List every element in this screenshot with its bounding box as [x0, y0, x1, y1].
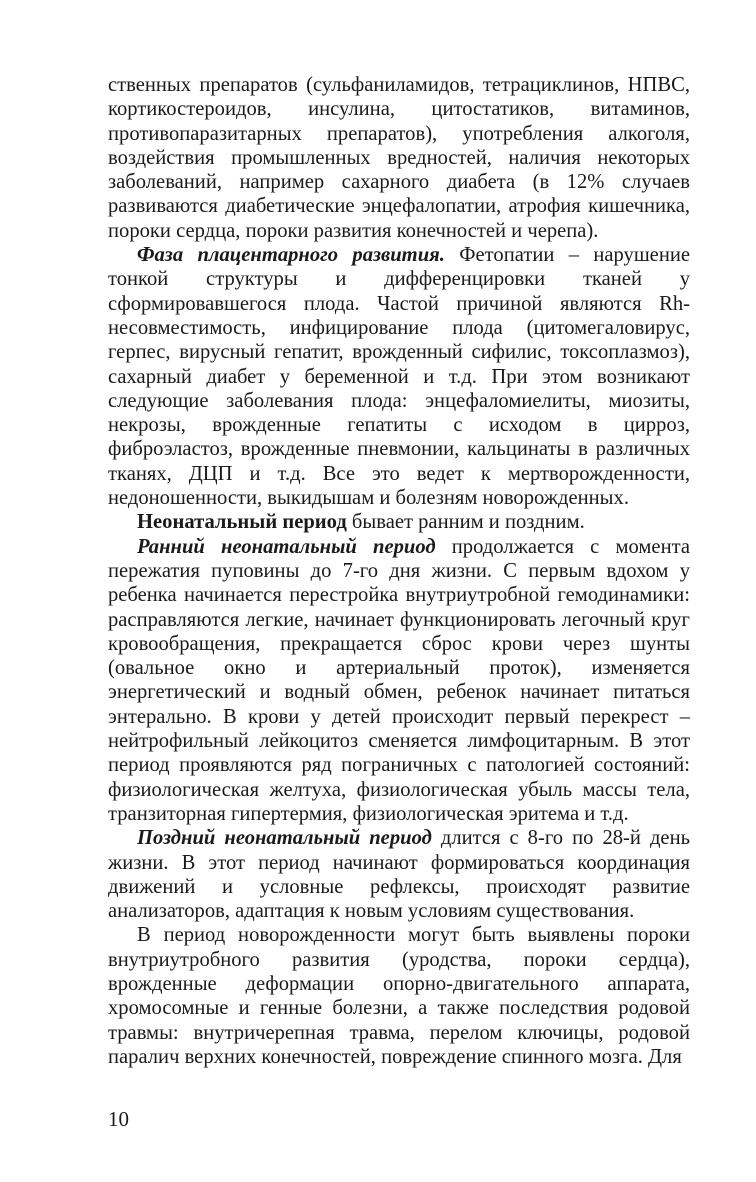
- paragraph-text: бывает ранним и поздним.: [346, 511, 585, 534]
- page-body: [108, 73, 690, 1069]
- paragraph-text: ственных препаратов (сульфаниламидов, тетрациклинов, НПВС, кортикостероидов, инсулина, цитостатиков, витаминов, противопаразитарных препаратов), употребления алкоголя, воздействия промышленных вредностей, наличия некоторых заболеваний, например сахарного диабета (в 12% случаев развиваются диабетические энцефалопатии, атрофия кишечника, пороки сердца, пороки развития конечностей и черепа).: [108, 74, 690, 242]
- paragraph-newborn-defects: [108, 923, 690, 1069]
- paragraph-text: продолжается с момента пережатия пуповины до 7-го дня жизни. С первым вдохом у ребенка начинается перестройка внутриутробной гемодинамики: расправляются легкие, начинает функционировать легочный круг кровообращения, прекращается сброс крови через шунты (овальное окно и артериальный проток), изменяется энергетический и водный обмен, ребенок начинает питаться энтерально. В крови у детей происходит первый перекрест – нейтрофильный лейкоцитоз сменяется лимфоцитарным. В этот период проявляются ряд пограничных с патологией состояний: физиологическая желтуха, физиологическая убыль массы тела, транзиторная гипертермия, физиологическая эритема и т.д.: [108, 535, 690, 825]
- paragraph-continuation: [108, 73, 690, 243]
- paragraph-text: Фетопатии – нарушение тонкой структуры и дифференцировки тканей у сформировавшегося плода. Частой причиной являются Rh-несовместимость, инфицирование плода (цитомегаловирус, герпес, вирусный гепатит, врожденный сифилис, токсоплазмоз), сахарный диабет у беременной и т.д. При этом возникают следующие заболевания плода: энцефаломиелиты, миозиты, некрозы, врожденные гепатиты с исходом в цирроз, фиброэластоз, врожденные пневмонии, кальцинаты в различных тканях, ДЦП и т.д. Все это ведет к мертворожденности, недоношенности, выкидышам и болезням новорожденных.: [108, 244, 691, 510]
- paragraph-lead: Поздний неонатальный период: [137, 827, 432, 850]
- page-number: 10: [108, 1107, 129, 1131]
- paragraph-lead: Неонатальный период: [137, 511, 347, 534]
- paragraph-placental-phase: [108, 243, 690, 510]
- paragraph-early-neonatal: [108, 535, 690, 827]
- paragraph-lead: Фаза плацентарного развития.: [137, 244, 445, 267]
- paragraph-neonatal-period: [108, 510, 690, 534]
- paragraph-late-neonatal: [108, 826, 690, 923]
- paragraph-text: длится с 8-го по 28-й день жизни. В этот период начинают формироваться координация движений и условные рефлексы, происходят развитие анализаторов, адаптация к новым условиям существования.: [108, 827, 690, 923]
- paragraph-text: В период новорожденности могут быть выявлены пороки внутриутробного развития (уродства, пороки сердца), врожденные деформации опорно-двигательного аппарата, хромосомные и генные болезни, а также последствия родовой травмы: внутричерепная травма, перелом ключицы, родовой паралич верхних конечностей, повреждение спинного мозга. Для: [108, 924, 690, 1068]
- paragraph-lead: Ранний неонатальный период: [137, 535, 436, 558]
